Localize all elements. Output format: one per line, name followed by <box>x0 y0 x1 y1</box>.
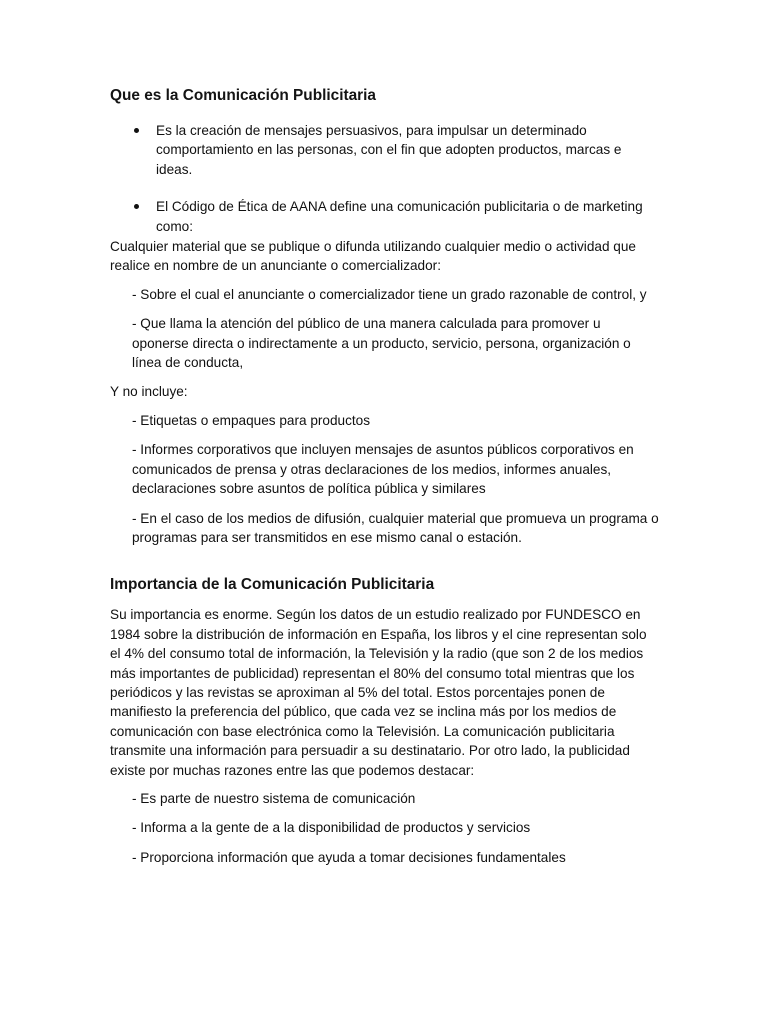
bullet-dot-icon <box>134 128 139 133</box>
definition-item: - Que llama la atención del público de una manera calculada para promover u oponerse directa o indirectamente a un producto, servicio, persona, organización o línea de conducta, <box>132 316 631 371</box>
bullet-dot-icon <box>134 204 139 209</box>
bullet-text: El Código de Ética de AANA define una comunicación publicitaria o de marketing como: <box>156 199 643 234</box>
reason-item: - Es parte de nuestro sistema de comunicación <box>132 790 416 806</box>
section-heading-importancia: Importancia de la Comunicación Publicitaria <box>110 576 435 594</box>
excludes-item: - En el caso de los medios de difusión, cualquier material que promueva un programa o programas para ser transmitidos en ese mismo canal o estación. <box>132 510 659 545</box>
excludes-intro: Y no incluye: <box>110 384 188 400</box>
definition-item: - Sobre el cual el anunciante o comercializador tiene un grado razonable de control, y <box>132 286 647 302</box>
excludes-item: - Informes corporativos que incluyen mensajes de asuntos públicos corporativos en comunicados de prensa y otras declaraciones de los medios, informes anuales, declaraciones sobre asuntos de política pública y similares <box>132 442 634 497</box>
definition-intro: Cualquier material que se publique o difunda utilizando cualquier medio o actividad que realice en nombre de un anunciante o comercializador: <box>110 239 636 274</box>
bullet-item <box>110 197 660 236</box>
reason-item: - Proporciona información que ayuda a tomar decisiones fundamentales <box>132 849 566 865</box>
reason-item: - Informa a la gente de a la disponibilidad de productos y servicios <box>132 820 531 836</box>
bullet-list <box>110 121 660 236</box>
excludes-item: - Etiquetas o empaques para productos <box>132 412 371 428</box>
bullet-text: Es la creación de mensajes persuasivos, para impulsar un determinado comportamiento en las personas, con el fin que adopten productos, marcas e ideas. <box>156 123 622 177</box>
importance-paragraph: Su importancia es enorme. Según los datos de un estudio realizado por FUNDESCO en 1984 sobre la distribución de información en España, los libros y el cine representan solo el 4% del consumo total de información, la Televisión y la radio (que son 2 de los medios más importantes de publicidad) representan el 80% del consumo total mientras que los periódicos y las revistas se aproximan al 5% del total. Estos porcentajes ponen de manifiesto la preferencia del público, que cada vez se inclina más por los medios de comunicación con base electrónica como la Televisión. La comunicación publicitaria transmite una información para persuadir a su destinatario. Por otro lado, la publicidad existe por muchas razones entre las que podemos destacar: <box>110 607 647 778</box>
section-heading-que-es: Que es la Comunicación Publicitaria <box>110 87 376 104</box>
bullet-item <box>110 121 660 179</box>
